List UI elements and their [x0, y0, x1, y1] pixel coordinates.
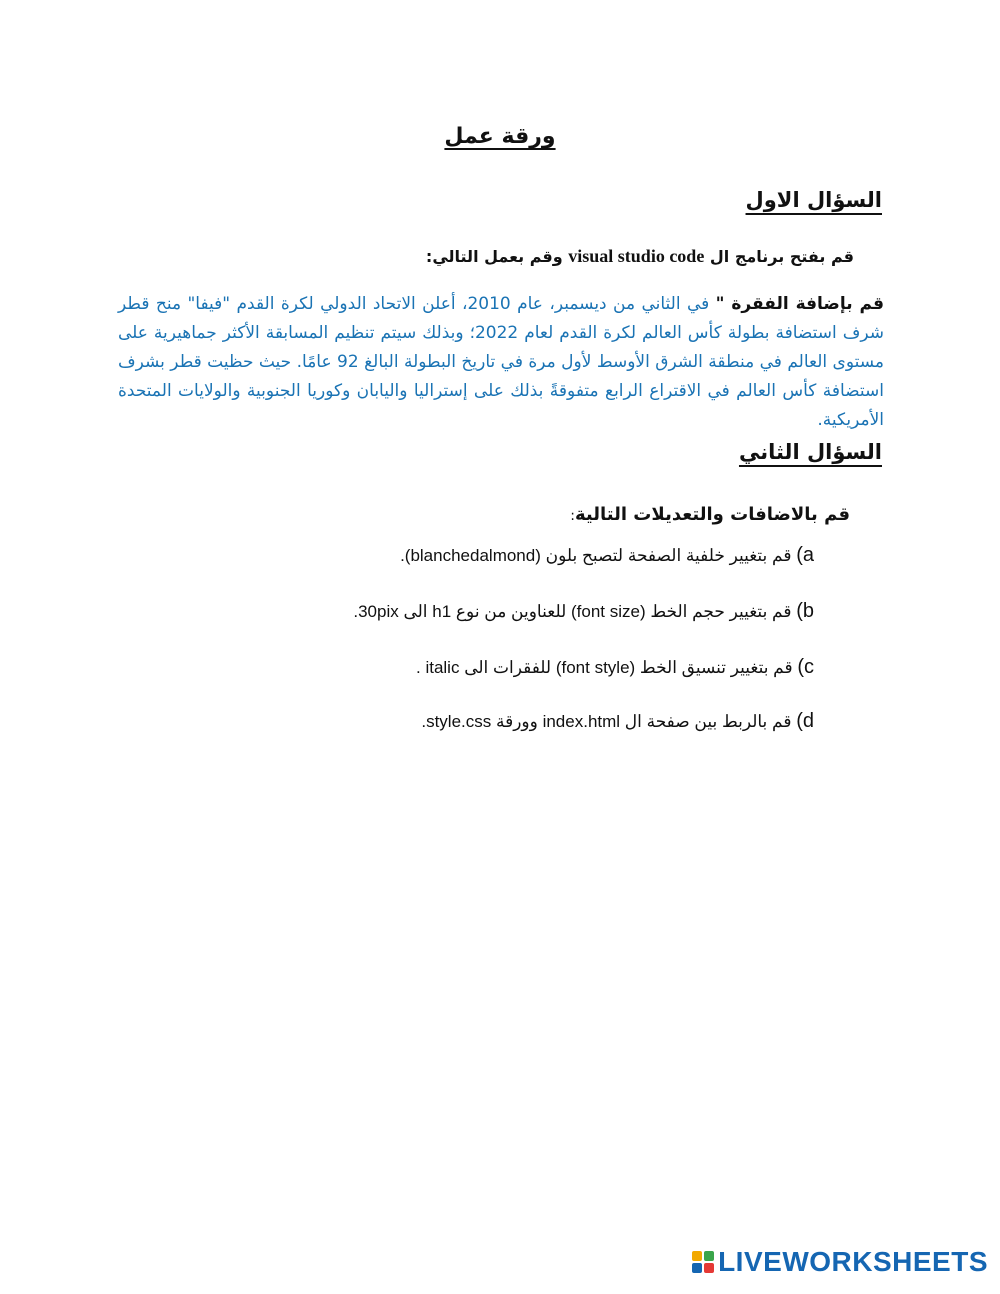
liveworksheets-logo-icon [692, 1251, 714, 1273]
worksheet-title: ورقة عمل [444, 124, 556, 149]
task-item-d [421, 710, 814, 733]
paragraph-to-add [118, 290, 884, 435]
task-letter: a) [796, 544, 814, 566]
question-1-instruction [426, 246, 854, 267]
task-letter: c) [797, 656, 814, 678]
task-item-c [416, 656, 814, 679]
task-text: قم بتغيير تنسيق الخط (font style) للفقرات الى italic . [416, 658, 793, 677]
app-name: visual studio code [568, 246, 705, 266]
paragraph-body: في الثاني من ديسمبر، عام 2010، أعلن الاتحاد الدولي لكرة القدم "فيفا" منح قطر شرف استضافة بطولة كأس العالم لكرة القدم لعام 2022؛ وبذلك سيتم تنظيم المسابقة الأكثر جماهيرية على مستوى العالم في منطقة الشرق الأوسط لأول مرة في تاريخ البطولة البالغ 92 عامًا. حيث حظيت قطر بشرف استضافة كأس العالم في الاقتراع الرابع متفوقةً بذلك على إستراليا واليابان وكوريا الجنوبية والولايات المتحدة الأمريكية. [118, 294, 885, 430]
question-1-heading: السؤال الاول [745, 188, 882, 212]
paragraph-lead: قم بإضافة الفقرة " [715, 294, 884, 314]
task-item-b [353, 600, 814, 623]
liveworksheets-logo[interactable] [692, 1246, 988, 1278]
instruction-colon: : [570, 508, 575, 524]
task-text: قم بتغيير خلفية الصفحة لتصبح بلون (blanchedalmond). [400, 546, 792, 565]
task-letter: d) [796, 710, 814, 732]
instruction-prefix: قم بفتح برنامج ال [709, 247, 854, 266]
instruction-suffix: وقم بعمل التالي: [425, 247, 563, 266]
logo-text: LIVEWORKSHEETS [718, 1246, 988, 1277]
task-text: قم بالربط بين صفحة ال index.html وورقة style.css. [421, 712, 792, 731]
task-item-a [400, 544, 814, 567]
worksheet-title-wrap [0, 124, 1000, 149]
question-2-instruction [570, 504, 850, 525]
question-2-heading: السؤال الثاني [738, 440, 882, 464]
task-letter: b) [796, 600, 814, 622]
task-text: قم بتغيير حجم الخط (font size) للعناوين من نوع h1 الى 30pix. [353, 602, 792, 621]
instruction-text: قم بالاضافات والتعديلات التالية [574, 504, 850, 525]
